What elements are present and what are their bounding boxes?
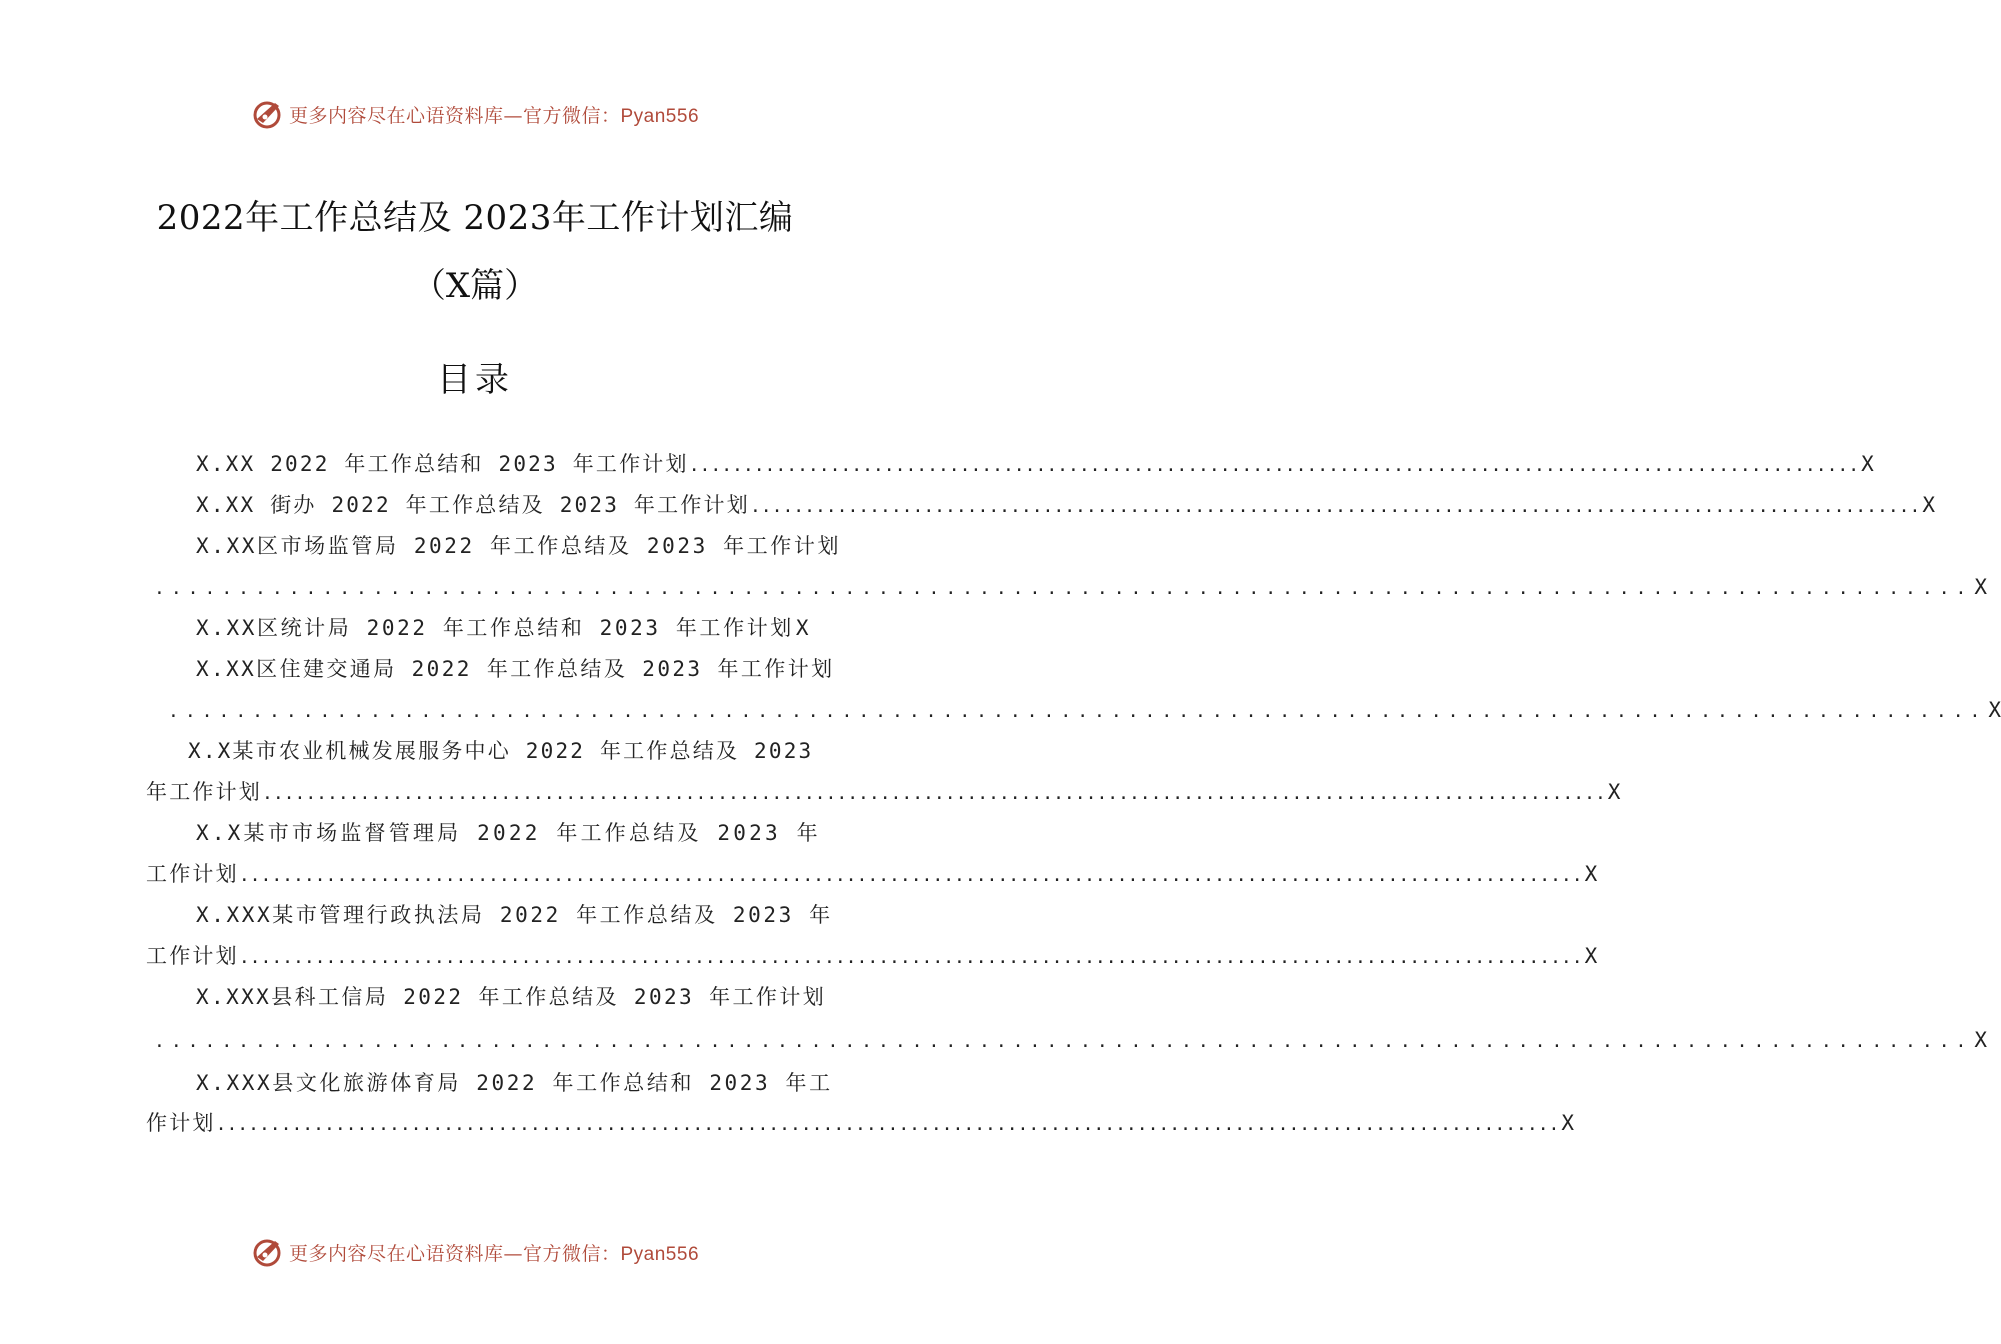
document-title: 2022年工作总结及 2023年工作计划汇编 <box>156 198 794 238</box>
banner-slogan: 更多内容尽在心语资料库—官方微信： <box>288 1242 621 1265</box>
toc-entry-4[interactable] <box>146 609 808 647</box>
toc-leader-dots: ............................................................................................................ <box>688 455 1860 476</box>
toc-page-number: X <box>1861 452 1874 476</box>
toc-entry-title: X.XXX县文化旅游体育局 2022 年工作总结和 2023 年工 <box>196 1071 833 1095</box>
toc-entry-8[interactable] <box>146 896 833 934</box>
toc-entry-title: X.XX 街办 2022 年工作总结及 2023 年工作计划 <box>196 493 750 517</box>
toc-entry-title: X.XX区统计局 2022 年工作总结和 2023 年工作计划 <box>196 616 794 640</box>
toc-page-number: X <box>795 616 809 640</box>
toc-page-number: X <box>1974 1028 1988 1052</box>
toc-leader-dots: ............................................................................................................ <box>168 701 1987 722</box>
toc-entry-8-cont[interactable] <box>146 937 1598 975</box>
toc-page-number: X <box>1922 493 1935 517</box>
toc-entry-title: X.XX 2022 年工作总结和 2023 年工作计划 <box>196 452 689 476</box>
toc-entry-title: X.X某市市场监督管理局 2022 年工作总结及 2023 年 <box>196 821 821 845</box>
toc-entry-title: X.XX区住建交通局 2022 年工作总结及 2023 年工作计划 <box>196 657 835 681</box>
toc-leader-dots: ............................................................................................................ <box>154 1031 1973 1052</box>
toc-leader-dots: ............................................................................................................................ <box>215 1114 1560 1135</box>
banner-slogan: 更多内容尽在心语资料库—官方微信： <box>288 104 621 127</box>
toc-leader-dots: ............................................................................................................ <box>154 578 1973 599</box>
toc-entry-title-cont: 工作计划 <box>146 944 239 968</box>
toc-entry-1[interactable] <box>146 445 1874 483</box>
toc-page-number: X <box>1607 780 1621 804</box>
toc-entry-7-cont[interactable] <box>146 855 1598 893</box>
toc-entry-3-leader <box>146 568 1988 606</box>
header-banner <box>0 94 950 134</box>
toc-entry-title: X.XXX某市管理行政执法局 2022 年工作总结及 2023 年 <box>196 903 833 927</box>
banner-text <box>289 1239 699 1266</box>
toc-entry-10[interactable] <box>146 1064 833 1102</box>
quill-seal-icon <box>251 97 285 131</box>
toc-entry-3[interactable] <box>146 527 842 565</box>
toc-page-number: X <box>1584 944 1598 968</box>
toc-entry-title-cont: 工作计划 <box>146 862 239 886</box>
quill-seal-icon <box>251 1235 285 1269</box>
toc-entry-6[interactable] <box>146 732 814 770</box>
banner-wechat-id: Pyan556 <box>620 105 700 127</box>
toc-entry-9[interactable] <box>146 978 827 1016</box>
toc-entry-5[interactable] <box>146 650 835 688</box>
toc-entry-10-cont[interactable] <box>146 1104 1575 1142</box>
toc-entry-9-leader <box>146 1021 1988 1059</box>
toc-page-number: X <box>1988 698 2001 722</box>
toc-entry-title-cont: 作计划 <box>146 1111 216 1135</box>
toc-leader-dots: ............................................................................................................................ <box>262 783 1606 804</box>
toc-entry-5-leader <box>146 691 2001 729</box>
banner-text <box>289 101 699 128</box>
toc-entry-6-cont[interactable] <box>146 773 1621 811</box>
toc-leader-dots: ............................................................................................................................ <box>238 865 1583 886</box>
document-subtitle: （X篇） <box>411 266 539 306</box>
toc-page-number: X <box>1561 1111 1575 1135</box>
toc-page-number: X <box>1974 575 1988 599</box>
toc-page-number: X <box>1584 862 1598 886</box>
toc-entry-7[interactable] <box>146 814 821 852</box>
toc-entry-title-cont: 年工作计划 <box>146 780 262 804</box>
footer-banner <box>0 1232 950 1272</box>
toc-leader-dots: ............................................................................................................................ <box>238 947 1583 968</box>
toc-entry-title: X.XXX县科工信局 2022 年工作总结及 2023 年工作计划 <box>196 985 827 1009</box>
toc-heading: 目录 <box>437 360 513 400</box>
toc-entry-title: X.X某市农业机械发展服务中心 2022 年工作总结及 2023 <box>188 739 814 763</box>
toc-entry-2[interactable] <box>146 486 1935 524</box>
toc-entry-title: X.XX区市场监管局 2022 年工作总结及 2023 年工作计划 <box>196 534 842 558</box>
toc-leader-dots: ............................................................................................................ <box>749 496 1921 517</box>
banner-wechat-id: Pyan556 <box>620 1243 700 1265</box>
